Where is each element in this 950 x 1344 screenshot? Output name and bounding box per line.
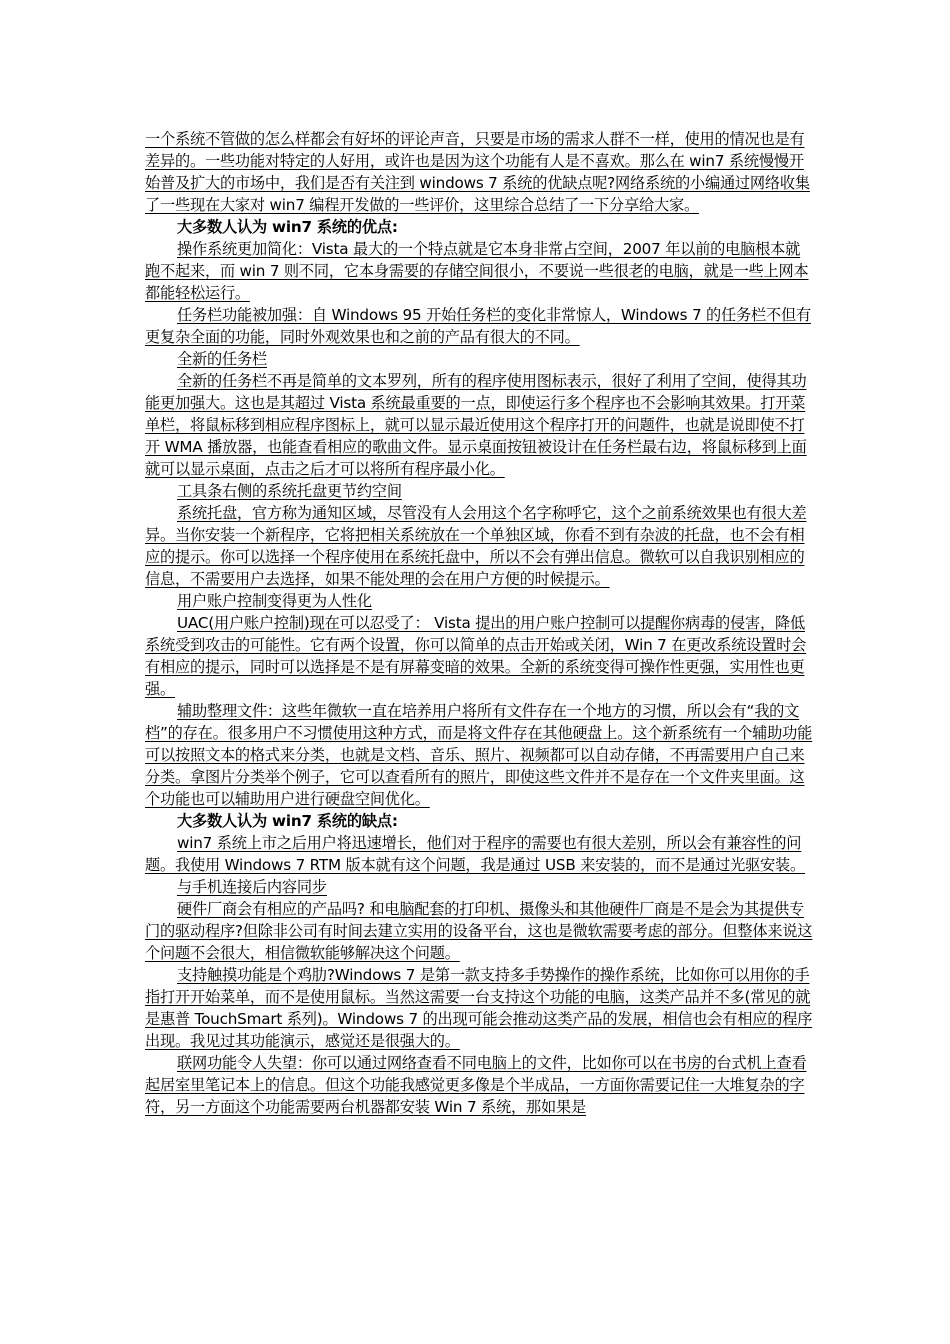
subheading-uac: 用户账户控制变得更为人性化 bbox=[177, 592, 372, 610]
subheading-new-taskbar: 全新的任务栏 bbox=[177, 350, 267, 368]
subheading-phone-sync: 与手机连接后内容同步 bbox=[177, 878, 327, 896]
advantages-heading: 大多数人认为 win7 系统的优点: bbox=[177, 218, 398, 236]
paragraph-touch-support: 支持触摸功能是个鸡肋?Windows 7 是第一款支持多手势操作的操作系统，比如你可以用你的手指打开开始菜单，而不是使用鼠标。当然这需要一台支持这个功能的电脑，这类产品并不多(常见的就是惠普 TouchSmart 系列)。Windows 7 的出现可能会推动这类产品的发展，相信也会有相应的程序出现。我见过其功能演示，感觉还是很强大的。 bbox=[145, 966, 813, 1050]
paragraph-new-taskbar: 全新的任务栏不再是简单的文本罗列，所有的程序使用图标表示，很好了利用了空间，使得其功能更加强大。这也是其超过 Vista 系统最重要的一点，即使运行多个程序也不会影响其效果。打开菜单栏，将鼠标移到相应程序图标上，就可以显示最近使用这个程序打开的问题件，也就是说即使不打开 WMA 播放器，也能查看相应的歌曲文件。显示桌面按钮被设计在任务栏最右边，将鼠标移到上面就可以显示桌面，点击之后才可以将所有程序最小化。 bbox=[145, 372, 807, 478]
paragraph-system-tray: 系统托盘，官方称为通知区域，尽管没有人会用这个名字称呼它，这个之前系统效果也有很大差异。当你安装一个新程序，它将把相关系统放在一个单独区域，你看不到有杂波的托盘，也不会有相应的提示。你可以选择一个程序使用在系统托盘中，所以不会有弹出信息。微软可以自我识别相应的信息，不需要用户去选择，如果不能处理的会在用户方便的时候提示。 bbox=[145, 504, 807, 588]
paragraph-compatibility: win7 系统上市之后用户将迅速增长，他们对于程序的需要也有很大差别，所以会有兼容性的问题。我使用 Windows 7 RTM 版本就有这个问题，我是通过 USB 来安装的，而不是通过光驱安装。 bbox=[145, 834, 806, 874]
paragraph-simplified-os: 操作系统更加简化：Vista 最大的一个特点就是它本身非常占空间，2007 年以前的电脑根本就跑不起来，而 win 7 则不同，它本身需要的存储空间很小，不要说一些很老的电脑，就是一些上网本都能轻松运行。 bbox=[145, 240, 809, 302]
paragraph-taskbar-enhanced: 任务栏功能被加强：自 Windows 95 开始任务栏的变化非常惊人，Windows 7 的任务栏不但有更复杂全面的功能，同时外观效果也和之前的产品有很大的不同。 bbox=[145, 306, 811, 346]
subheading-system-tray: 工具条右侧的系统托盘更节约空间 bbox=[177, 482, 402, 500]
intro-paragraph: 一个系统不管做的怎么样都会有好坏的评论声音，只要是市场的需求人群不一样，使用的情况也是有差异的。一些功能对特定的人好用，或许也是因为这个功能有人是不喜欢。那么在 win7 系统慢慢开始普及扩大的市场中，我们是否有关注到 windows 7 系统的优缺点呢?网络系统的小编通过网络收集了一些现在大家对 win7 编程开发做的一些评价，这里综合总结了一下分享给大家。 bbox=[145, 130, 810, 214]
paragraph-networking: 联网功能令人失望：你可以通过网络查看不同电脑上的文件，比如你可以在书房的台式机上查看起居室里笔记本上的信息。但这个功能我感觉更多像是个半成品，一方面你需要记住一大堆复杂的字符，另一方面这个功能需要两台机器都安装 Win 7 系统，那如果是 bbox=[145, 1054, 807, 1116]
disadvantages-heading: 大多数人认为 win7 系统的缺点: bbox=[177, 812, 398, 830]
paragraph-file-organization: 辅助整理文件：这些年微软一直在培养用户将所有文件存在一个地方的习惯，所以会有“我的文档”的存在。很多用户不习惯使用这种方式，而是将文件存在其他硬盘上。这个新系统有一个辅助功能可以按照文本的格式来分类，也就是文档、音乐、照片、视频都可以自动存储，不再需要用户自己来分类。拿图片分类举个例子，它可以查看所有的照片，即使这些文件并不是存在一个文件夹里面。这个功能也可以辅助用户进行硬盘空间优化。 bbox=[145, 702, 813, 808]
document-body bbox=[145, 128, 815, 1118]
paragraph-uac: UAC(用户账户控制)现在可以忍受了： Vista 提出的用户账户控制可以提醒你病毒的侵害，降低系统受到攻击的可能性。它有两个设置，你可以简单的点击开始或关闭，Win 7 在更改系统设置时会有相应的提示，同时可以选择是不是有屏幕变暗的效果。全新的系统变得可操作性更强，实用性也更强。 bbox=[145, 614, 807, 698]
paragraph-hardware-vendors: 硬件厂商会有相应的产品吗? 和电脑配套的打印机、摄像头和其他硬件厂商是不是会为其提供专门的驱动程序?但除非公司有时间去建立实用的设备平台，这也是微软需要考虑的部分。但整体来说这个问题不会很大，相信微软能够解决这个问题。 bbox=[145, 900, 813, 962]
